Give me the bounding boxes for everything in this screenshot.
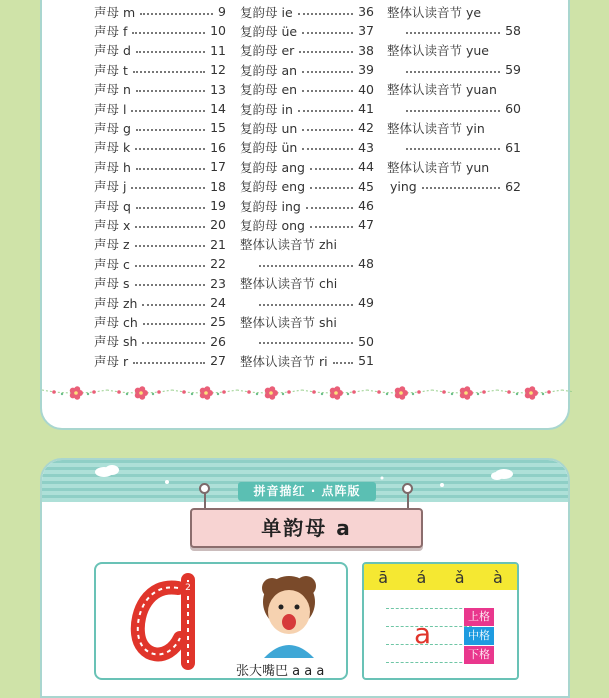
toc-entry-page: 46 <box>358 198 374 213</box>
toc-entry <box>94 118 226 137</box>
toc-entry-page: 44 <box>358 159 374 175</box>
toc-entry-label: 整体认读音节 chi <box>240 276 338 292</box>
toc-entry-page: 9 <box>218 4 226 19</box>
toc-entry-label: 声母 j <box>94 179 127 195</box>
toc-entry-page: 37 <box>358 23 374 39</box>
toc-entry <box>94 60 226 79</box>
toc-entry-page: 18 <box>210 178 226 194</box>
toc-entry-label: 复韵母 ing <box>240 198 301 214</box>
tone-4: à <box>492 567 503 587</box>
toc-entry-label: 复韵母 an <box>240 62 298 78</box>
toc-entry-label: 复韵母 üe <box>240 23 298 39</box>
toc-entry-label: 复韵母 en <box>240 82 298 98</box>
toc-entry <box>94 2 226 21</box>
toc-entry-page: 27 <box>210 353 226 369</box>
toc-entry-label: ying <box>390 178 417 194</box>
toc-entry <box>94 80 226 99</box>
toc-entry-page: 15 <box>210 120 226 136</box>
toc-entry-page: 25 <box>210 314 226 330</box>
toc-entry <box>254 332 374 351</box>
toc-entry-page: 10 <box>210 23 226 39</box>
toc-entry-page: 14 <box>210 101 226 116</box>
toc-entry-page: 20 <box>210 217 226 233</box>
toc-entry <box>94 177 226 196</box>
toc-entry <box>94 99 226 118</box>
toc-entry <box>240 41 374 60</box>
toc-entry-page: 51 <box>358 353 374 369</box>
toc-entry <box>240 118 374 137</box>
toc-entry <box>94 196 226 215</box>
toc-entry <box>240 177 374 196</box>
toc-entry <box>240 138 374 157</box>
letter-caption: 张大嘴巴 a a a <box>236 664 325 679</box>
toc-entry-label: 声母 q <box>94 198 131 214</box>
tracing-letter-a-icon <box>118 568 228 678</box>
grid-label-middle: 中格 <box>464 627 494 645</box>
toc-entry <box>240 99 374 118</box>
toc-entry-label: 复韵母 ong <box>240 217 305 233</box>
letter-panel <box>94 562 348 680</box>
toc-entry-label: 声母 s <box>94 276 130 292</box>
toc-entry-label: 复韵母 un <box>240 120 298 136</box>
toc-entry-page: 12 <box>210 62 226 78</box>
toc-entry <box>94 254 226 273</box>
toc-entry <box>401 60 521 79</box>
toc-entry <box>390 177 521 196</box>
toc-entry <box>240 157 374 176</box>
toc-entry-label: 复韵母 eng <box>240 179 306 195</box>
toc-entry-page: 48 <box>358 256 374 272</box>
toc-entry <box>401 138 521 157</box>
toc-entry <box>240 215 374 234</box>
toc-entry-label: 复韵母 ang <box>240 159 305 175</box>
toc-entry <box>94 293 226 312</box>
toc-entry-page: 61 <box>505 139 521 155</box>
toc-entry-page: 40 <box>358 81 374 97</box>
toc-entry-label: 整体认读音节 ye <box>387 4 482 20</box>
toc-entry <box>94 215 226 234</box>
toc-entry-page: 45 <box>358 178 374 194</box>
toc-entry-page: 58 <box>505 23 521 39</box>
toc-entry <box>94 274 226 293</box>
toc-entry <box>240 21 374 40</box>
toc-entry-page: 16 <box>210 139 226 155</box>
toc-entry-label: 整体认读音节 shi <box>240 314 337 330</box>
toc-entry-page: 13 <box>210 81 226 97</box>
toc-entry-label: 声母 r <box>94 353 129 369</box>
toc-entry-label: 声母 n <box>94 82 131 98</box>
tone-row <box>364 564 517 590</box>
toc-card <box>40 0 570 430</box>
toc-entry <box>94 157 226 176</box>
toc-entry-label: 声母 g <box>94 120 131 136</box>
toc-entry-label: 声母 x <box>94 217 131 233</box>
toc-entry-label: 声母 sh <box>94 334 138 350</box>
toc-entry <box>94 138 226 157</box>
grid-label-bottom: 下格 <box>464 646 494 664</box>
toc-entry-page: 17 <box>210 159 226 175</box>
toc-entry-page: 49 <box>358 295 374 310</box>
toc-entry-label: 整体认读音节 yue <box>387 43 489 59</box>
toc-entry-page: 11 <box>210 42 226 58</box>
toc-entry <box>240 60 374 79</box>
toc-entry <box>94 235 226 254</box>
toc-entry-page: 47 <box>358 217 374 233</box>
toc-entry-label: 声母 z <box>94 237 130 253</box>
grid-letter: a <box>414 617 432 650</box>
toc-entry-page: 36 <box>358 4 374 19</box>
toc-entry-label: 声母 f <box>94 23 128 39</box>
toc-entry <box>240 2 374 21</box>
toc-entry <box>401 21 521 40</box>
toc-entry-page: 26 <box>210 333 226 349</box>
toc-entry-label: 复韵母 in <box>240 101 293 117</box>
toc-entry-label: 声母 h <box>94 159 131 175</box>
lesson-title: 单韵母 a <box>190 508 423 548</box>
toc-entry <box>240 351 374 370</box>
toc-entry <box>254 293 374 312</box>
toc-entry-label: 整体认读音节 yuan <box>387 82 497 98</box>
tone-2: á <box>416 567 427 587</box>
toc-entry <box>240 196 374 215</box>
toc-entry-label: 整体认读音节 yin <box>387 120 485 136</box>
toc-entry-label: 声母 ch <box>94 314 138 330</box>
child-avatar-icon <box>244 570 334 658</box>
toc-entry-label: 声母 k <box>94 140 131 156</box>
toc-entry-page: 21 <box>210 236 226 252</box>
toc-entry-label: 复韵母 er <box>240 43 295 59</box>
toc-entry-label: 声母 d <box>94 43 131 59</box>
toc-entry-page: 59 <box>505 62 521 78</box>
toc-entry <box>94 351 226 370</box>
toc-entry-label: 复韵母 ün <box>240 140 298 156</box>
toc-entry-label: 声母 l <box>94 101 127 117</box>
toc-entry-label: 声母 c <box>94 256 130 272</box>
toc-entry-page: 39 <box>358 62 374 78</box>
lesson-card <box>40 458 570 698</box>
toc-entry <box>94 312 226 331</box>
toc-entry-page: 22 <box>210 256 226 272</box>
toc-entry-label: 整体认读音节 ri <box>240 353 328 369</box>
section-banner: 拼音描红 · 点阵版 <box>238 482 376 501</box>
toc-entry-page: 42 <box>358 120 374 136</box>
grid-label-top: 上格 <box>464 608 494 626</box>
toc-entry-page: 62 <box>505 178 521 194</box>
toc-entry-label: 声母 zh <box>94 295 138 311</box>
tone-3: ǎ <box>454 567 465 587</box>
tone-1: ā <box>378 567 389 587</box>
toc-entry-page: 23 <box>210 275 226 291</box>
toc-entry-page: 41 <box>358 101 374 116</box>
toc-entry-page: 24 <box>210 295 226 310</box>
stroke-number: 2 <box>182 582 194 594</box>
toc-entry-label: 声母 m <box>94 4 136 20</box>
toc-entry <box>94 41 226 60</box>
toc-entry <box>94 21 226 40</box>
toc-entry <box>254 254 374 273</box>
toc-entry-label: 整体认读音节 yun <box>387 159 490 175</box>
flower-garland-icon <box>42 382 572 402</box>
toc-entry-page: 38 <box>358 42 374 58</box>
toc-entry-label: 复韵母 ie <box>240 4 293 20</box>
toc-entry-page: 60 <box>505 101 521 116</box>
toc-entry <box>401 99 521 118</box>
toc-entry-label: 整体认读音节 zhi <box>240 237 337 253</box>
toc-entry-page: 43 <box>358 139 374 155</box>
toc-entry <box>240 80 374 99</box>
toc-entry-label: 声母 t <box>94 62 128 78</box>
tone-grid-panel <box>362 562 519 680</box>
toc-entry-page: 50 <box>358 333 374 349</box>
toc-entry-page: 19 <box>210 198 226 213</box>
toc-entry <box>94 332 226 351</box>
